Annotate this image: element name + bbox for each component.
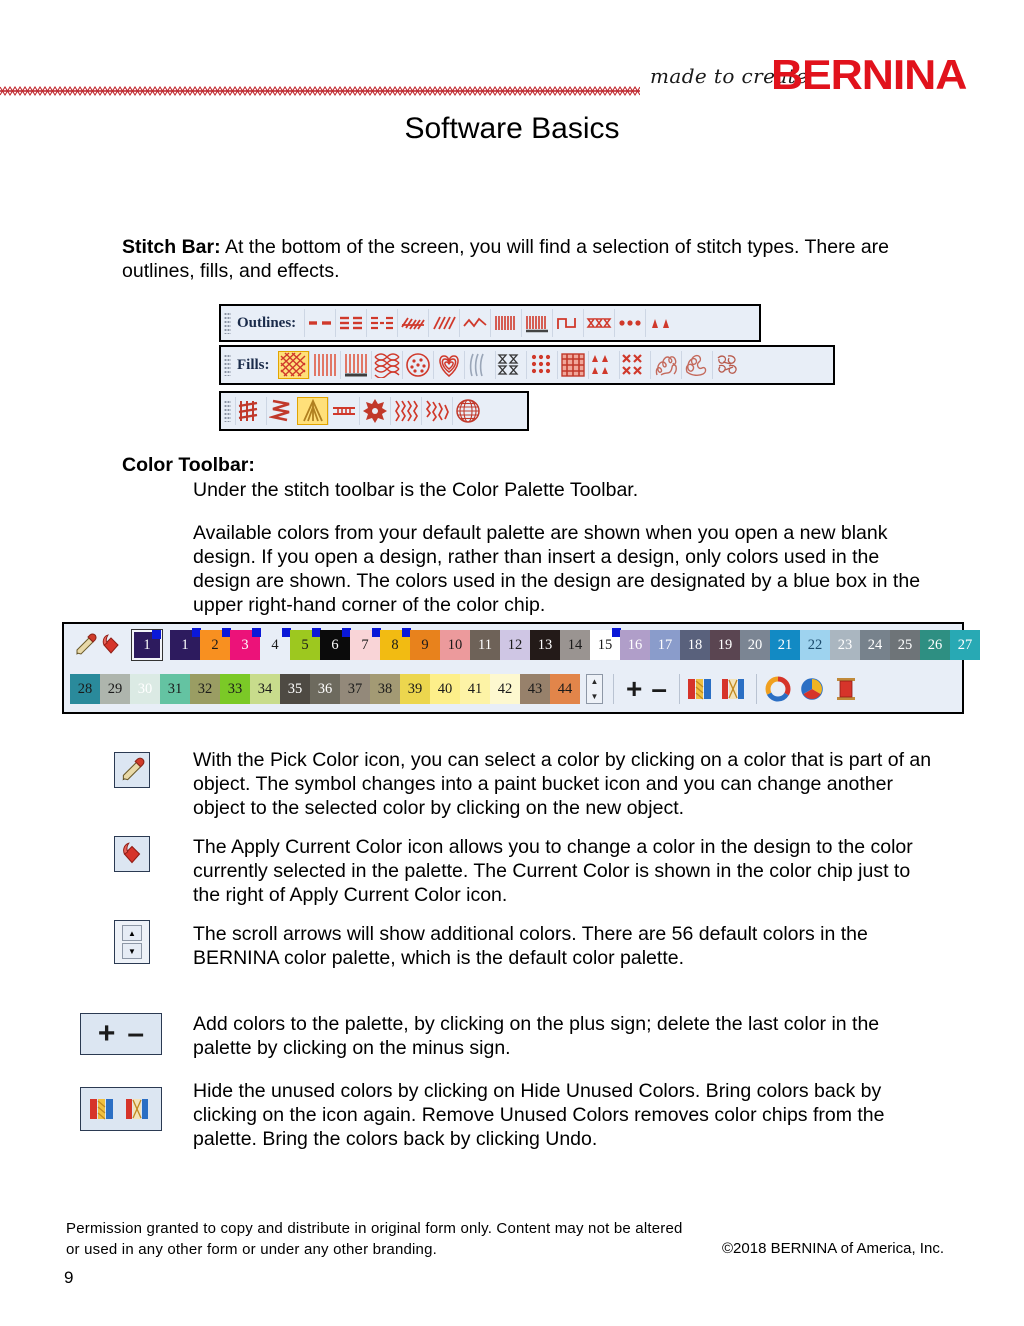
color-chip-number: 22 xyxy=(807,636,823,653)
hide-unused-colors-icon[interactable] xyxy=(684,674,718,704)
color-chip-number: 2 xyxy=(211,636,219,653)
palette-row-2 xyxy=(64,666,962,712)
color-chip[interactable] xyxy=(310,674,340,704)
color-chip-number: 7 xyxy=(361,636,369,653)
color-chip-number: 23 xyxy=(837,636,853,653)
add-remove-color-note xyxy=(80,1010,940,1080)
contour-fill-icon[interactable] xyxy=(402,351,433,379)
toolbar-grip-icon[interactable] xyxy=(224,400,231,422)
toolbar-grip-icon[interactable] xyxy=(224,312,231,334)
current-color-number: 1 xyxy=(143,636,151,653)
step-fill-icon[interactable] xyxy=(278,351,309,379)
stitch-bar-text: At the bottom of the screen, you will find a selection of stitch types. There are outlines, fills, and effects. xyxy=(122,236,890,282)
color-chip-number: 16 xyxy=(627,636,643,653)
color-chip[interactable] xyxy=(160,674,190,704)
scroll-arrows-note xyxy=(110,920,940,990)
color-chip[interactable] xyxy=(380,630,410,660)
color-chip[interactable] xyxy=(920,630,950,660)
raised-satin-icon[interactable] xyxy=(521,309,552,337)
toolbar-divider xyxy=(613,674,614,704)
color-chip[interactable] xyxy=(620,630,650,660)
scroll-arrows-icon[interactable] xyxy=(586,674,603,704)
blackwork-fill-icon[interactable] xyxy=(464,351,495,379)
lattice-fill-icon[interactable] xyxy=(557,351,588,379)
color-chip-number: 28 xyxy=(77,680,93,697)
color-chip-number: 44 xyxy=(557,680,573,697)
current-color-chip[interactable] xyxy=(132,630,162,660)
color-chip[interactable] xyxy=(650,630,680,660)
add-color-icon[interactable]: + xyxy=(97,1017,116,1050)
color-chip-number: 3 xyxy=(241,636,249,653)
color-chip[interactable] xyxy=(520,674,550,704)
add-color-icon[interactable]: + xyxy=(626,673,643,704)
color-chip-number: 6 xyxy=(331,636,339,653)
remove-color-icon[interactable]: – xyxy=(127,1017,145,1050)
cross-fill-icon[interactable] xyxy=(619,351,650,379)
scroll-down-arrow-icon[interactable]: ▼ xyxy=(590,692,599,701)
color-chip-number: 29 xyxy=(107,680,123,697)
scroll-down-arrow-icon[interactable]: ▼ xyxy=(122,943,142,959)
scroll-arrows-icon[interactable] xyxy=(114,920,150,964)
motif-fill-icon[interactable] xyxy=(588,351,619,379)
raised-satin-fill-icon[interactable] xyxy=(340,351,371,379)
zigzag-outline-icon[interactable] xyxy=(459,309,490,337)
hide-unused-colors-icon[interactable] xyxy=(80,1087,162,1131)
stemstitch-icon[interactable] xyxy=(366,309,397,337)
stipple-curl-fill-icon[interactable] xyxy=(650,351,681,379)
color-chip[interactable] xyxy=(400,674,430,704)
color-chip-number: 12 xyxy=(507,636,523,653)
candlewick-fill-icon[interactable] xyxy=(495,351,526,379)
color-chip-number: 27 xyxy=(957,636,973,653)
used-color-marker xyxy=(152,630,161,639)
color-chip-number: 33 xyxy=(227,680,243,697)
satin-fill-icon[interactable] xyxy=(309,351,340,379)
color-chip[interactable] xyxy=(590,630,620,660)
color-chip-number: 1 xyxy=(181,636,189,653)
color-chip-number: 5 xyxy=(301,636,309,653)
my-threads-icon[interactable] xyxy=(795,674,829,704)
color-chip[interactable] xyxy=(860,630,890,660)
color-chip-number: 19 xyxy=(717,636,733,653)
color-chip[interactable] xyxy=(500,630,530,660)
color-chip[interactable] xyxy=(800,630,830,660)
palette-chips-row-2 xyxy=(70,674,580,704)
apply-current-color-icon[interactable] xyxy=(114,836,150,872)
palette-row-1 xyxy=(64,624,973,666)
color-chip[interactable] xyxy=(350,630,380,660)
candlewicking-icon[interactable] xyxy=(583,309,614,337)
blanket-stitch-icon[interactable] xyxy=(428,309,459,337)
brand-tagline: made to create xyxy=(650,64,809,88)
remove-color-icon[interactable]: – xyxy=(651,673,667,704)
color-chip[interactable] xyxy=(410,630,440,660)
color-toolbar-line2: Available colors from your default palette are shown when you open a new blank design. If you open a design, rather than insert a design, only colors used in the design are shown. The colors used in the design are designated by a blue box in the upper right-hand corner of the color chip. xyxy=(193,522,921,616)
add-remove-color-icon[interactable] xyxy=(80,1013,162,1055)
color-chip-number: 43 xyxy=(527,680,543,697)
pattern-dots-icon[interactable] xyxy=(614,309,645,337)
color-chip-number: 8 xyxy=(391,636,399,653)
color-chip-number: 18 xyxy=(687,636,703,653)
color-chip-number: 25 xyxy=(897,636,913,653)
fills-label: Fills: xyxy=(237,356,270,373)
color-chip-number: 11 xyxy=(478,636,492,653)
add-remove-color-group xyxy=(626,673,667,704)
color-chip-number: 24 xyxy=(867,636,883,653)
color-chip[interactable] xyxy=(260,630,290,660)
decorative-stitch-rule xyxy=(0,84,640,98)
apply-current-color-note xyxy=(110,835,940,915)
color-chip[interactable] xyxy=(430,674,460,704)
color-chip-number: 17 xyxy=(657,636,673,653)
stipple-dots-fill-icon[interactable] xyxy=(526,351,557,379)
color-chip-number: 40 xyxy=(437,680,453,697)
fills-toolbar[interactable] xyxy=(219,345,835,385)
color-chip-number: 37 xyxy=(347,680,363,697)
outlines-label: Outlines: xyxy=(237,314,297,331)
color-chip[interactable] xyxy=(280,674,310,704)
wave-effect-icon[interactable] xyxy=(390,397,421,425)
color-chip[interactable] xyxy=(770,630,800,660)
color-chip[interactable] xyxy=(100,674,130,704)
hide-unused-colors-note-text: Hide the unused colors by clicking on Hide Unused Colors. Bring colors back by clicking on the icon again. Remove Unused Colors removes color chips from the palette. Bring the colors back by clicking Undo. xyxy=(193,1080,885,1150)
color-chip-number: 9 xyxy=(421,636,429,653)
color-chip[interactable] xyxy=(70,674,100,704)
color-chip-number: 41 xyxy=(467,680,483,697)
scroll-up-arrow-icon[interactable]: ▲ xyxy=(590,677,599,686)
pattern-run-icon[interactable] xyxy=(645,309,676,337)
copyright-notice: ©2018 BERNINA of America, Inc. xyxy=(722,1240,944,1257)
single-run-stitch-icon[interactable] xyxy=(304,309,335,337)
color-chip[interactable] xyxy=(550,674,580,704)
color-wheel-icon[interactable] xyxy=(761,674,795,704)
color-chip[interactable] xyxy=(530,630,560,660)
sphere-effect-icon[interactable] xyxy=(452,397,483,425)
hide-unused-colors-note xyxy=(80,1080,940,1165)
stitch-bar-label: Stitch Bar: xyxy=(122,236,221,258)
toolbar-divider xyxy=(679,674,680,704)
pick-color-note-text: With the Pick Color icon, you can select a color by clicking on a color that is part of an object. The symbol changes into a paint bucket icon and you can change another object to the selected color by clicking on the new object. xyxy=(193,749,932,819)
pick-color-icon[interactable] xyxy=(72,630,98,660)
color-chip[interactable] xyxy=(460,674,490,704)
color-chip-number: 36 xyxy=(317,680,333,697)
color-chip[interactable] xyxy=(230,630,260,660)
color-chip[interactable] xyxy=(190,674,220,704)
color-chip-number: 34 xyxy=(257,680,273,697)
color-chip[interactable] xyxy=(250,674,280,704)
color-chip-number: 4 xyxy=(271,636,279,653)
pick-color-note xyxy=(110,748,940,828)
color-chip[interactable] xyxy=(290,630,320,660)
triple-run-stitch-icon[interactable] xyxy=(335,309,366,337)
scroll-up-arrow-icon[interactable]: ▲ xyxy=(122,925,142,941)
apply-current-color-note-text: The Apply Current Color icon allows you to change a color in the design to the color currently selected in the palette. The Current Color is shown in the color chip just to the right of Apply Current Color icon. xyxy=(193,836,913,906)
color-chip-number: 14 xyxy=(567,636,583,653)
apply-current-color-icon[interactable] xyxy=(98,630,124,660)
color-chip-number: 20 xyxy=(747,636,763,653)
elastic-effect-icon[interactable] xyxy=(421,397,452,425)
color-chip-number: 26 xyxy=(927,636,943,653)
color-chip[interactable] xyxy=(560,630,590,660)
add-remove-color-note-text: Add colors to the palette, by clicking on the plus sign; delete the last color in the palette by clicking on the minus sign. xyxy=(193,1013,880,1059)
page-number: 9 xyxy=(64,1268,74,1287)
color-chip-number: 30 xyxy=(137,680,153,697)
color-chip-number: 35 xyxy=(287,680,303,697)
toolbar-grip-icon[interactable] xyxy=(224,354,231,376)
stitch-bar-paragraph xyxy=(122,235,952,283)
color-chip[interactable] xyxy=(440,630,470,660)
color-chip[interactable] xyxy=(200,630,230,660)
palette-chips-row-1 xyxy=(170,630,980,660)
color-toolbar-heading: Color Toolbar: xyxy=(122,454,255,476)
star-effect-icon[interactable] xyxy=(359,397,390,425)
color-chip[interactable] xyxy=(890,630,920,660)
zigzag-effect-icon[interactable] xyxy=(266,397,297,425)
color-chip[interactable] xyxy=(950,630,980,660)
stipple-loop-fill-icon[interactable] xyxy=(681,351,712,379)
thread-spool-icon[interactable] xyxy=(829,674,863,704)
travel-run-icon[interactable] xyxy=(328,397,359,425)
page-title: Software Basics xyxy=(404,112,620,145)
bernina-logo: BERNINA xyxy=(770,51,966,98)
remove-unused-colors-icon[interactable] xyxy=(718,674,752,704)
color-palette-toolbar[interactable] xyxy=(62,622,973,714)
color-chip[interactable] xyxy=(740,630,770,660)
trapunto-icon[interactable] xyxy=(297,397,328,425)
color-chip[interactable] xyxy=(680,630,710,660)
backstitch-icon[interactable] xyxy=(552,309,583,337)
color-chip-number: 42 xyxy=(497,680,513,697)
stipple-dense-fill-icon[interactable] xyxy=(712,351,743,379)
color-chip[interactable] xyxy=(170,630,200,660)
satin-column-icon[interactable] xyxy=(490,309,521,337)
color-chip[interactable] xyxy=(220,674,250,704)
color-chip-number: 31 xyxy=(167,680,183,697)
ripple-fill-icon[interactable] xyxy=(371,351,402,379)
pick-color-icon[interactable] xyxy=(114,752,150,788)
outlines-toolbar[interactable] xyxy=(219,304,761,342)
color-chip-number: 13 xyxy=(537,636,553,653)
color-toolbar-line1: Under the stitch toolbar is the Color Palette Toolbar. xyxy=(193,479,639,501)
toolbar-divider xyxy=(756,674,757,704)
color-chip-number: 32 xyxy=(197,680,213,697)
stitch-effects-icon[interactable] xyxy=(235,397,266,425)
color-chip[interactable] xyxy=(370,674,400,704)
color-chip-number: 38 xyxy=(377,680,393,697)
color-chip[interactable] xyxy=(830,630,860,660)
color-chip-number: 10 xyxy=(447,636,463,653)
spiral-fill-icon[interactable] xyxy=(433,351,464,379)
color-chip-number: 39 xyxy=(407,680,423,697)
color-chip[interactable] xyxy=(130,674,160,704)
color-chip[interactable] xyxy=(470,630,500,660)
color-chip[interactable] xyxy=(320,630,350,660)
permission-notice: Permission granted to copy and distribute in original form only. Content may not be altered or used in any other form or under any other branding. xyxy=(66,1220,683,1258)
color-chip-number: 21 xyxy=(777,636,793,653)
color-chip[interactable] xyxy=(490,674,520,704)
color-chip-number: 15 xyxy=(597,636,613,653)
satin-outline-icon[interactable] xyxy=(397,309,428,337)
color-chip[interactable] xyxy=(710,630,740,660)
scroll-arrows-note-text: The scroll arrows will show additional colors. There are 56 default colors in the BERNINA color palette, which is the default color palette. xyxy=(193,923,868,969)
color-chip[interactable] xyxy=(340,674,370,704)
effects-toolbar[interactable] xyxy=(219,391,529,431)
